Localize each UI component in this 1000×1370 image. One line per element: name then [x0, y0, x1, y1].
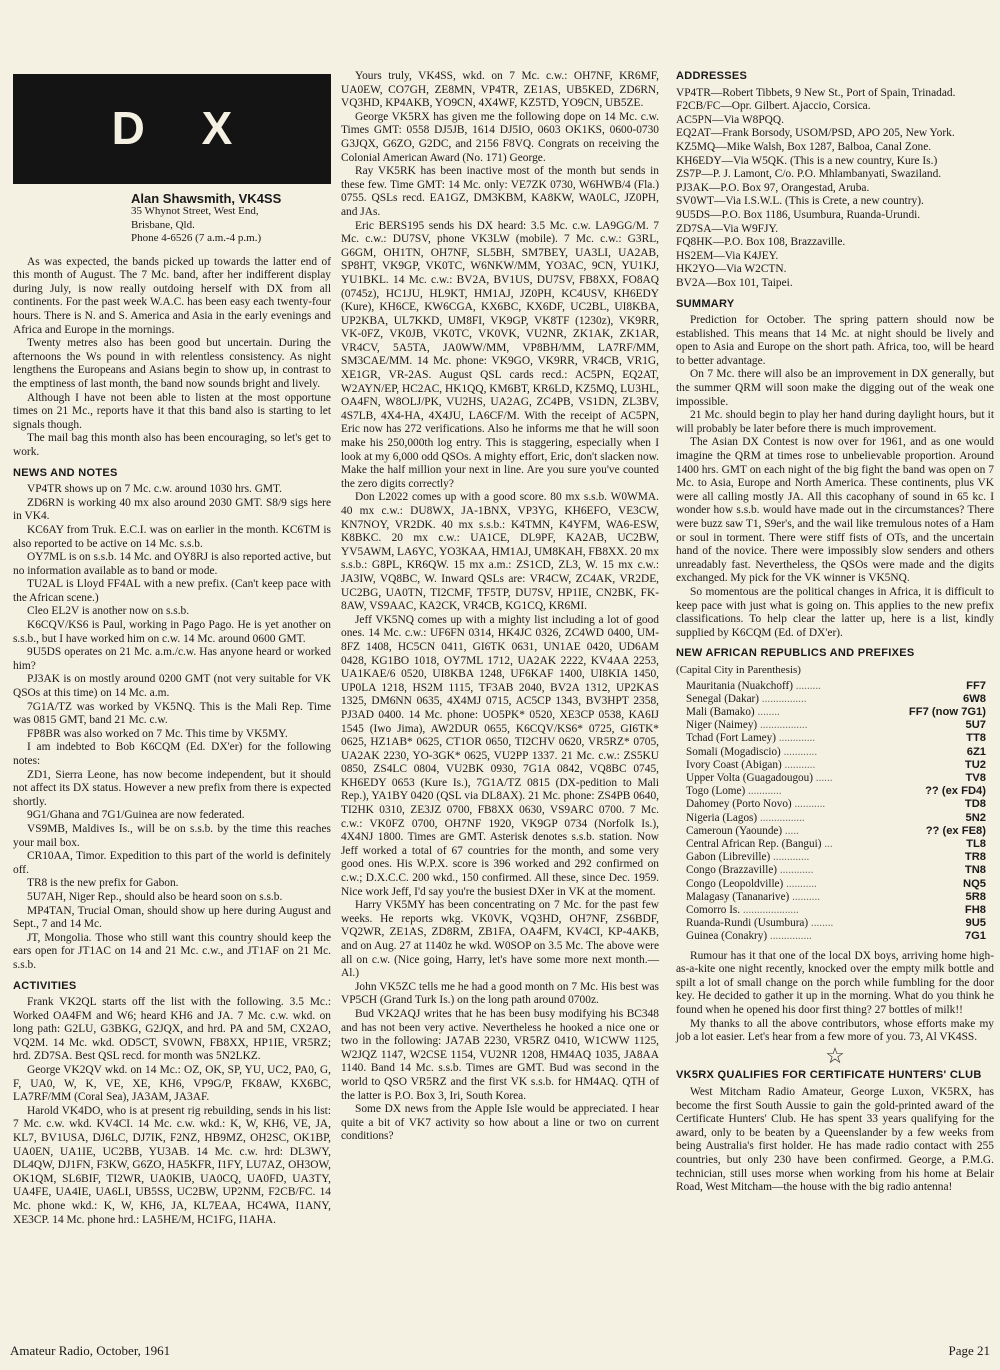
- country-name: Tchad (Fort Lamey): [686, 732, 776, 745]
- country-name: Cameroun (Yaounde): [686, 824, 783, 837]
- leader-dots: ..........: [789, 890, 821, 903]
- paragraph: Bud VK2AQJ writes that he has been busy modifying his BC348 and has not been very active. Nevertheless he hooked a nice one or two in the following: JA7AB 2230, VR5RZ 0410, W1CWW 1125, W2JQZ 1147, W2CSE 1154, VU2NR 1208, HM4AQ 1035, JA8AA 1140. Band 14 Mc. s.s.b. Times are GMT. Bud was second in the world to QSO VR5RZ and the first VK s.s.b. for HM4AQ. QTH of the latter is P.O. Box 3, Iri, South Korea.: [341, 1007, 659, 1102]
- leader-dots: ...............: [767, 930, 812, 943]
- column-3: [676, 70, 994, 1195]
- country-name: Congo (Leopoldville): [686, 877, 784, 890]
- paragraph: 21 Mc. should begin to play her hand during daylight hours, but it will probably be later before there is much improvement.: [676, 409, 994, 435]
- paragraph: Prediction for October. The spring pattern should now be established. This means that 14 Mc. at night should be lively and open to Asia and Europe on the short path. Africa, too, will be heard to better advantage.: [676, 314, 994, 367]
- country-name: Nigeria (Lagos): [686, 811, 758, 824]
- country-name: Upper Volta (Guagadougou): [686, 771, 813, 784]
- address-entry: HS2EM—Via K4JEY.: [676, 249, 779, 262]
- qualifies-text: [676, 1086, 994, 1195]
- news-item: PJ3AK is on mostly around 0200 GMT (not very suitable for VK QSOs at this time) on 14 Mc. a.m.: [13, 673, 331, 700]
- prefix-row: [686, 904, 986, 917]
- column-2: [341, 70, 659, 1144]
- prefix-row: [686, 693, 986, 706]
- author-name: Alan Shawsmith, VK4SS: [131, 191, 282, 206]
- leader-dots: ......: [812, 771, 833, 784]
- publication-info: Amateur Radio, October, 1961: [10, 1343, 171, 1358]
- leader-dots: ....................: [740, 903, 799, 916]
- prefix-row: [686, 746, 986, 759]
- country-name: Ruanda-Rundi (Usumbura): [686, 917, 809, 930]
- section-banner: [13, 74, 331, 184]
- paragraph: Twenty metres also has been good but uncertain. During the afternoons the Ws pound in with relentless consistency. As night lengthens the Europeans and Asians begin to show up, in contrast to the emptiness of last month, the band now sounds bright and lively.: [13, 337, 331, 390]
- paragraph: The mail bag this month also has been encouraging, so let's get to work.: [13, 432, 331, 458]
- leader-dots: ............: [777, 864, 814, 877]
- news-item: CR10AA, Timor. Expedition to this part of the world is definitely off.: [13, 850, 331, 876]
- prefix-row: [686, 851, 986, 864]
- prefix-table: [686, 680, 986, 944]
- leader-dots: .........: [792, 679, 821, 692]
- address-entry: PJ3AK—P.O. Box 97, Orangestad, Aruba.: [676, 181, 870, 194]
- prefix-row: [686, 891, 986, 904]
- author-address-line: 35 Whynot Street, West End,: [131, 205, 259, 218]
- prefix-code: NQ5: [962, 877, 986, 890]
- paragraph: Harold VK4DO, who is at present rig rebuilding, sends in his list: 7 Mc. c.w. wkd. KV4CI. 14 Mc. c.w. wkd.: K, W, KH6, VE, JA, KL7, BV1USA, DJ6LC, DJ7IK, F2NZ, HB9MZ, OH2SC, OK1BP, UA0EN, UA1IE, UC2BB, YU3AB. 14 Mc. c.w. hrd: DL3WY, DL4QW, DJ1FN, F3KW, G6ZO, HA5KFR, I1FY, LU7AZ, OH3OW, OK1QM, SL6BIF, TI2WR, UA0KIB, UA0CQ, UA0FD, UA3TY, UA4FE, UA4IE, UA6LI, UB5SS, UC2BW, UP2NM, F2CB/FC. 14 Mc. phone wkd.: K, W, KH6, JA, KL7EAA, HC4WA, I1ANY, XE3CP. 14 Mc. phone hrd.: LA5HE/M, HC1FG, I1AHA.: [13, 1104, 331, 1226]
- country-name: Mauritania (Nuakchoff): [686, 679, 793, 692]
- prefix-row: [686, 798, 986, 811]
- leader-dots: ............: [745, 785, 782, 798]
- news-heading: NEWS AND NOTES: [13, 466, 118, 479]
- author-address-line: Brisbane, Qld.: [131, 218, 195, 231]
- paragraph: Some DX news from the Apple Isle would be appreciated. I hear quite a bit of VK7 activity so how about a line or two on current conditions?: [341, 1103, 659, 1143]
- paragraph: Jeff VK5NQ comes up with a mighty list including a lot of good ones. 14 Mc. c.w.: UF6FN 0314, HK4JC 0326, ZC4WD 0400, UM-8FZ 1408, HC5CN 0411, GI6TK 0631, UN1AE 0420, UD6AM 0428, KG1BO 1018, OY7ML 1712, UA2AK 2222, KV4AA 2253, UA1KAE/6 0520, UI8KBA 1248, UF6KAF 1400, UI8KIA 1450, UP0LA 1218, HS2M 1115, TF3AB 2040, BV2A 1312, UP2KAS 1325, DM6NN 0635, 4X4MJ 0715, AC5CP 1343, BV3HPT 2358, PJ3AD 0400. 14 Mc. phone: UO5PK* 0520, XE3CP 0538, KA6IJ 1545 (Iwo Jima), AW2DUR 0655, K6CQV/KS6* 0725, GI6TK* 0625, HZ1AB* 0625, CT1OR 0650, TI2CHV 0620, VR5RZ* 0705, UA2AK 2230, YO-3GK* 0625, VU2PP 1337. 21 Mc. c.w.: ZS5KU 0850, ZS4LC 0804, VU2BK 0930, 7G1A 0842, VQ8BC 0745, KH6EDY 0653 (Kure Is.), 7G1A/TZ 0815 (DX-pedition to Mali Rep.), YA1BY 0420 (QSL via DL8AX). 21 Mc. phone: ZS4PB 0640, TI2HK 0310, ZE3JZ 0700, FB8XX 0630, VS9ARC 0700. 7 Mc. c.w.: VK0FZ 0700, OH7NF 1920, VK9GP 0734 (Norfolk Is.), 4X4NJ 1800. Times are GMT. Asterisk denotes s.s.b. station. Now Jeff worked a total of 67 countries for the month, and some very good ones. His W.P.X. score is 396 worked and 292 confirmed on c.w.; D.X.C.C. 200 wkd., 150 confirmed. All these, since Dec. 1959. Nice work Jeff, I'd say you're the busiest DXer in VK at the moment.: [341, 613, 659, 898]
- leader-dots: ................: [759, 692, 807, 705]
- paragraph: My thanks to all the above contributors, whose efforts make my job a lot easier. Let's hear from a few more of you. 73, Al VK4SS.: [676, 1017, 994, 1044]
- address-entry: ZS7P—P. J. Lamont, C/o. P.O. Mhlambanyati, Swaziland.: [676, 168, 942, 181]
- paragraph: Frank VK2QL starts off the list with the following. 3.5 Mc.: Worked OA4FM and W6; heard KH6 and JA. 7 Mc. c.w. wkd. on long path: G2LU, G3BKG, G2JQX, and hrd. PA and 5M, CX2AO, VQ2M. 14 Mc. wkd. OD5CT, SV0WN, FB8XX, HP1IE, VR5RZ; hrd. ZD7SA. Best QSL recd. for month was 5N2LKZ.: [13, 996, 331, 1063]
- prefix-code: TD8: [964, 798, 986, 811]
- country-name: Malagasy (Tananarive): [686, 890, 790, 903]
- leader-dots: ...........: [781, 758, 816, 771]
- country-name: Ivory Coast (Abigan): [686, 758, 782, 771]
- paragraph: Don L2022 comes up with a good score. 80 mx s.s.b. W0WMA. 40 mx c.w.: DU8WX, JA-1BNX, VP3YG, KH6EFO, VE3CW, KN7NOY, VR2DK. 40 mx s.s.b.: K4TMN, K4YFM, WA6-ESW, K8BKC. 20 mx c.w.: UA1CE, DL9PF, KA2AB, UC2BW, YV5AWM, LA6YC, YO3KAA, HM1AJ, UM8KAH, FB8XX. 20 mx s.s.b.: G8PL, KR6QW. 15 mx a.m.: ZS1CD, ZL3, W. 15 mx c.w.: JA3IW, VQ8BC, W. Inward QSLs are: VR4CW, ZC4AK, VR2DE, UC2BG, UA0TN, TI2CMF, TF5TP, DU7SV, HP1IE, CN2BK, FK-8AW, VS9AAC, KA2CK, VR4CB, KG1CQ, KR6MI.: [341, 491, 659, 613]
- news-item: MP4TAN, Trucial Oman, should show up here during August and Sept., 7 and 14 Mc.: [13, 904, 331, 931]
- address-entry: KH6EDY—Via W5QK. (This is a new country, Kure Is.): [676, 154, 938, 167]
- prefix-row: [686, 719, 986, 732]
- country-name: Mali (Bamako): [686, 705, 755, 718]
- prefix-row: [686, 917, 986, 930]
- prefix-row: [686, 772, 986, 785]
- addresses-heading: ADDRESSES: [676, 70, 748, 82]
- prefix-code: 5U7: [965, 719, 986, 732]
- paragraph: West Mitcham Radio Amateur, George Luxon, VK5RX, has become the first South Aussie to gain the gold-printed award of the Certificate Hunters' Club. He has spent 33 years qualifying for the award, only to be beaten by a Queenslander by a few weeks from being Australia's first holder. He has made radio contact with 255 countries, but only 230 have been confirmed. George, a P.M.G. technician, still uses morse when working from his home at Belair Road, West Mitcham—the house with the big radio antenna!: [676, 1085, 994, 1194]
- leader-dots: ...: [821, 837, 833, 850]
- address-entry: EQ2AT—Frank Borsody, USOM/PSD, APO 205, New York.: [676, 127, 955, 140]
- prefix-row: [686, 732, 986, 745]
- prefix-code: ?? (ex FE8): [925, 824, 986, 837]
- news-item: 7G1A/TZ was worked by VK5NQ. This is the Mali Rep. Time was 0815 GMT, band 21 Mc. c.w.: [13, 700, 331, 727]
- prefix-row: [686, 838, 986, 851]
- prefix-code: 5R8: [965, 890, 986, 903]
- prefix-code: FH8: [964, 903, 986, 916]
- page-footer: [10, 1343, 990, 1363]
- leader-dots: .............: [770, 851, 810, 864]
- prefix-code: TT8: [966, 732, 986, 745]
- leader-dots: ............: [780, 745, 818, 758]
- news-text: [13, 483, 331, 972]
- country-name: Gabon (Libreville): [686, 851, 771, 864]
- news-item: JT, Mongolia. Those who still want this country should keep the ears open for JT1AC on 14 and 21 Mc. c.w., and JT1AF on 21 Mc. s.s.b.: [13, 931, 331, 971]
- page-number: Page 21: [948, 1343, 990, 1358]
- paragraph: Ray VK5RK has been inactive most of the month but sends in these few. Time GMT: 14 Mc. only: VE7ZK 0730, W6HWB/4 (Fla.) 0755. QSLs recd. EA1GZ, DM3KBM, KA8KW, WA0LC, JZ0PH, and JAs.: [341, 165, 659, 218]
- address-entry: VP4TR—Robert Tibbets, 9 New St., Port of Spain, Trinadad.: [676, 86, 956, 99]
- news-item: Cleo EL2V is another now on s.s.b.: [27, 605, 190, 618]
- news-item: I am indebted to Bob K6CQM (Ed. DX'er) for the following notes:: [13, 741, 331, 767]
- news-item: 9G1/Ghana and 7G1/Guinea are now federated.: [27, 809, 245, 822]
- prefix-row: [686, 680, 986, 693]
- prefix-code: TL8: [966, 837, 986, 850]
- news-item: K6CQV/KS6 is Paul, working in Pago Pago. He is yet another on s.s.b., but I have worked him on c.w. 14 Mc. around 0600 GMT.: [13, 619, 331, 645]
- country-name: Dahomey (Porto Novo): [686, 798, 792, 811]
- address-entry: BV2A—Box 101, Taipei.: [676, 276, 793, 289]
- prefix-code: 6Z1: [966, 745, 986, 758]
- address-entry: SV0WT—Via I.S.W.L. (This is Crete, a new country).: [676, 195, 924, 208]
- section-title: D X: [111, 102, 255, 155]
- paragraph: George VK2QV wkd. on 14 Mc.: OZ, OK, SP, YU, UC2, PA0, G, F, UA0, W, K, VE, XE, KH6, VP9G/P, FK8AW, KX6BC, LA7RF/MM (Coral Sea), JA3AM, JA3AF.: [13, 1064, 331, 1104]
- address-entry: HK2YO—Via W2CTN.: [676, 263, 787, 276]
- paragraph: George VK5RX has given me the following dope on 14 Mc. c.w. Times GMT: 0558 DJ5JB, 1614 DJ5IO, 0603 OK1KS, 0600-0730 G3JQX, G6ZO, G2DC, and 2156 F8VQ. Congrats on receiving the Colonial American Award (No. 171) George.: [341, 110, 659, 164]
- paragraph: The Asian DX Contest is now over for 1961, and as one would imagine the QRM at times rose to unbelievable proportion. Around 1400 hrs. GMT on each night of the big fight the band was open on 7 Mc. to Asia, Europe and North America. These continents, plus VK were all calling mostly JA. All this cacophany of sound in 65 kc. I wonder how s.s.b. would have made out in the circumstances? There were buzz saw T1, S9er's, and the wail like tremulous notes of a Ham or soul in torment. There were stiff fists of OTs, and the uncertain hand of the novice. There were impossibly slow senders and others unreadably fast. Nevertheless, the QSOs were made and the digits exchanged. My pick for the VK winner is VK5NQ.: [676, 436, 994, 585]
- news-item: FP8BR was also worked on 7 Mc. This time by VK5MY.: [27, 727, 288, 740]
- prefix-row: [686, 878, 986, 891]
- country-name: Comorro Is.: [686, 903, 741, 916]
- leader-dots: .....: [782, 824, 799, 837]
- prefix-row: [686, 825, 986, 838]
- paragraph: Eric BERS195 sends his DX heard: 3.5 Mc. c.w. LA9GG/M. 7 Mc. c.w.: DU7SV, phone VK3LW (mobile). 7 Mc. c.w.: G3RL, G6GM, OH1TN, OH7NF, SL5BH, SM7BEY, UA3LI, UA2AB, SP8HT, VK9GP, VK0TC, W6NKW/MM, YO3AC, 9CN, YU1KJ, YU1BKL. 14 Mc. c.w.: BV2A, BV1US, DU7SV, FB8XX, FO8AQ (0745z), HC1JU, HL9KT, HM1AJ, JZ0PH, KC4USV, KH6EDY (Kure), KH6CE, KW6CGA, KX6BC, KX6DF, UC2BL, UI8KBA, UP2KBA, UL7KKD, UM8FI, VK9GP, VK8TF (1230z), VK9RR, VK-0FZ, VK0JB, VK0TC, VK0VK, VU2NR, ZK1AK, ZK1AR, VR4CV, 5A5TA, JA0WW/MM, VP8BH/MM, LA7RF/MM, SM3CAE/MM. 14 Mc. phone: VK9GO, VK9RR, VR4CB, VR1G, XE1GR, VR-2AS. August QSL cards recd.: AC5PN, EQ2AT, W2AYN/EP, HC2AC, HK1QQ, KM6BT, KR6LD, KZ5MQ, LU3HL, OA4FN, W8OLJ/PK, VU2HS, UA2AG, ZC4PB, VS1DN, ZL3BV, 4S7LB, 4X4-HA, 4X4JU, LA6CF/M. With the receipt of AC5PN, Eric now has 272 verifications. Also he informs me that he will soon make his 250,000th log entry. This is staggering, especially when I look at my 6,000 odd QSOs. A mighty effort, Eric, don't slacken now. Make the half million your next in line. Are you sure you've counted the zero digits correctly?: [341, 219, 659, 490]
- news-item: ZD1, Sierra Leone, has now become independent, but it should not affect its DX status. However a new prefix from there is expected shortly.: [13, 768, 331, 808]
- paragraph: So momentous are the political changes in Africa, it is difficult to keep pace with just what is going on. This applies to the new prefix classifications. To help clear the latter up, here is a list, kindly supplied by K6CQM (Ed. of DX'er).: [676, 585, 994, 639]
- qualifies-heading: VK5RX QUALIFIES FOR CERTIFICATE HUNTERS' CLUB: [676, 1069, 982, 1082]
- prefix-row: [686, 785, 986, 798]
- paragraph: Yours truly, VK4SS, wkd. on 7 Mc. c.w.: OH7NF, KR6MF, UA0EW, CO7GH, ZE8MN, VP4TR, ZE1AS, UB5KED, ZD6RN, VQ3HD, KP4AKB, YO9CN, 4X4WF, KZ5TD, YO9CN, UB5ZE.: [341, 70, 659, 110]
- summary-heading: SUMMARY: [676, 297, 735, 310]
- prefix-row: [686, 930, 986, 943]
- news-item: TR8 is the new prefix for Gabon.: [27, 877, 179, 890]
- prefix-code: ?? (ex FD4): [925, 785, 986, 798]
- prefix-code: FF7 (now 7G1): [908, 705, 986, 718]
- paragraph: Rumour has it that one of the local DX boys, arriving home high-as-a-kite one night recently, knocked over the empty milk bottle and spilt a lot of small change on the porch while fumbling for the door key. He decided to gather it up in the morning. What do you think he found when he opened his door first thing? 27 bottles of milk!!: [676, 949, 994, 1016]
- news-item: OY7ML is on s.s.b. 14 Mc. and OY8RJ is also reported active, but no information available as to band or mode.: [13, 551, 331, 577]
- paragraph: Harry VK5MY has been concentrating on 7 Mc. for the past few weeks. He reports wkg. VK0VK, VQ3HD, OH7NF, ZS6BDF, VQ2WR, ZE1AS, ZD8RM, ZB1FA, OA4FM, KV4CI, KP-4AKB, and on Aug. 27 at 1140z he wkd. W0SOP on 3.5 Mc. The above were all on c.w. (Nice going, Harry, let's have some more next month.—Al.): [341, 899, 659, 980]
- prefix-code: 5N2: [965, 811, 986, 824]
- address-entry: KZ5MQ—Mike Walsh, Box 1287, Balboa, Canal Zone.: [676, 140, 932, 153]
- prefix-code: 7G1: [964, 930, 986, 943]
- paragraph: John VK5ZC tells me he had a good month on 7 Mc. His best was VP5CH (Grand Turk Is.) on the long path around 0700z.: [341, 980, 659, 1007]
- star-icon: ☆: [825, 1042, 845, 1068]
- closing-text: [676, 950, 994, 1045]
- paragraph: On 7 Mc. there will also be an improvement in DX generally, but the summer QRM will soon make the digging out of the weak one impossible.: [676, 368, 994, 408]
- address-entry: 9U5DS—P.O. Box 1186, Usumbura, Ruanda-Urundi.: [676, 208, 921, 221]
- news-item: TU2AL is Lloyd FF4AL with a new prefix. (Can't keep pace with the African scene.): [13, 578, 331, 604]
- address-entry: FQ8HK—P.O. Box 108, Brazzaville.: [676, 236, 846, 249]
- author-byline: [131, 192, 331, 246]
- addresses-list: [676, 87, 994, 291]
- leader-dots: .................: [757, 719, 808, 732]
- country-name: Togo (Lome): [686, 785, 746, 798]
- leader-dots: .............: [775, 732, 816, 745]
- prefix-row: [686, 812, 986, 825]
- summary-text: [676, 314, 994, 640]
- intro-text: [13, 256, 331, 460]
- prefix-code: 6W8: [962, 692, 986, 705]
- leader-dots: ...........: [783, 877, 817, 890]
- prefix-code: TV8: [965, 771, 986, 784]
- news-item: ZD6RN is working 40 mx also around 2030 GMT. S8/9 sigs here in VK4.: [13, 496, 331, 523]
- paragraph: Although I have not been able to listen at the most opportune times on 21 Mc., reports have it that this band also is starting to let signals though.: [13, 391, 331, 431]
- country-name: Central African Rep. (Bangui): [686, 837, 822, 850]
- prefix-code: TR8: [964, 851, 986, 864]
- prefix-code: 9U5: [965, 917, 986, 930]
- country-name: Somali (Mogadiscio): [686, 745, 781, 758]
- country-name: Congo (Brazzaville): [686, 864, 778, 877]
- prefix-row: [686, 759, 986, 772]
- activities-continued-text: [341, 70, 659, 1144]
- news-item: VP4TR shows up on 7 Mc. c.w. around 1030 hrs. GMT.: [27, 483, 283, 496]
- country-name: Senegal (Dakar): [686, 692, 759, 705]
- news-item: 5U7AH, Niger Rep., should also be heard soon on s.s.b.: [27, 890, 283, 903]
- country-name: Niger (Naimey): [686, 719, 758, 732]
- leader-dots: ...........: [791, 798, 826, 811]
- leader-dots: ................: [757, 811, 805, 824]
- prefix-heading: NEW AFRICAN REPUBLICS AND PREFIXES: [676, 647, 915, 660]
- prefix-code: FF7: [966, 679, 986, 692]
- news-item: KC6AY from Truk. E.C.I. was on earlier in the month. KC6TM is also reported to be active on 14 Mc. s.s.b.: [13, 523, 331, 550]
- prefix-code: TN8: [964, 864, 986, 877]
- address-entry: F2CB/FC—Opr. Gilbert. Ajaccio, Corsica.: [676, 100, 871, 113]
- address-entry: ZD7SA—Via W9FJY.: [676, 222, 779, 235]
- prefix-row: [686, 706, 986, 719]
- column-1: [13, 74, 331, 1227]
- news-item: VS9MB, Maldives Is., will be on s.s.b. by the time this reaches your mail box.: [13, 822, 331, 849]
- prefix-code: TU2: [964, 758, 986, 771]
- news-item: 9U5DS operates on 21 Mc. a.m./c.w. Has anyone heard or worked him?: [13, 646, 331, 672]
- prefix-subheading: (Capital City in Parenthesis): [676, 663, 801, 676]
- leader-dots: ........: [808, 917, 834, 930]
- paragraph: As was expected, the bands picked up towards the latter end of this month of August. The 7 Mc. band, after her indifferent display during July, is now really outdoing herself with DX from all continents. For the past week W.A.C. has been easy each twenty-four hours. There is N. and S. America and Asia in the early evenings and Africa and Europe in the mornings.: [13, 255, 331, 336]
- author-phone: Phone 4-6526 (7 a.m.-4 p.m.): [131, 232, 262, 245]
- country-name: Guinea (Conakry): [686, 930, 768, 943]
- activities-heading: ACTIVITIES: [13, 979, 77, 992]
- address-entry: AC5PN—Via W8PQQ.: [676, 113, 784, 126]
- activities-text: [13, 996, 331, 1227]
- leader-dots: ........: [754, 705, 780, 718]
- prefix-row: [686, 864, 986, 877]
